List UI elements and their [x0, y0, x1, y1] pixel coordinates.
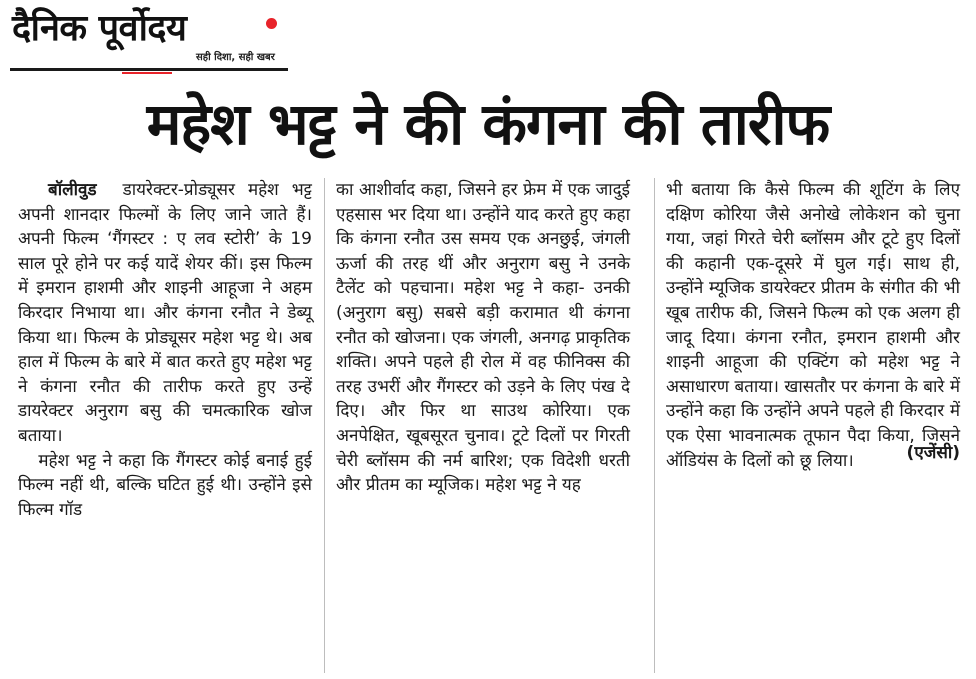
newspaper-logo: दैनिक पूर्वोदय	[12, 8, 187, 49]
masthead-accent-line	[122, 72, 172, 74]
logo-dot-icon	[266, 18, 277, 29]
article-column-3	[666, 178, 960, 473]
article-credit: (एजेंसी)	[906, 442, 960, 463]
article-paragraph-text: डायरेक्टर-प्रोड्यूसर महेश भट्ट अपनी शानदार फिल्मों के लिए जाने जाते हैं। अपनी फिल्म ‘गैंगस्टर : ए लव स्टोरी’ के 19 साल पूरे होने पर कई यादें शेयर कीं। इस फिल्म में इमरान हाशमी और शाइनी आहूजा ने अहम किरदार निभाया था। और कंगना रनौत ने डेब्यू किया था। फिल्म के प्रोड्यूसर महेश भट्ट थे। अब हाल में फिल्म के बारे में बात करते हुए महेश भट्ट ने कंगना रनौत की तारीफ करते हुए उन्हें डायरेक्टर अनुराग बसु की चमत्कारिक खोज बताया।	[18, 180, 312, 446]
article-paragraph: भी बताया कि कैसे फिल्म की शूटिंग के लिए दक्षिण कोरिया जैसे अनोखे लोकेशन को चुना गया, जहां गिरते चेरी ब्लॉसम और टूटे हुए दिलों की कहानी एक-दूसरे में घुल गई। साथ ही, उन्होंने म्यूजिक डायरेक्टर प्रीतम के संगीत की भी खूब तारीफ की, जिसने फिल्म को एक अलग ही जादू दिया। कंगना रनौत, इमरान हाशमी और शाइनी आहूजा की एक्टिंग को महेश भट्ट ने असाधारण बताया। खासतौर पर कंगना के बारे में उन्होंने कहा कि उन्होंने अपने पहले ही किरदार में एक ऐसा भावनात्मक तूफान पैदा किया, जिसने ऑडियंस के दिलों को छू लिया।	[666, 180, 960, 471]
column-divider	[324, 178, 325, 673]
article-dateline: बॉलीवुड	[48, 180, 97, 200]
article-column-1	[18, 178, 312, 522]
article-column-2	[336, 178, 630, 498]
article-paragraph: महेश भट्ट ने कहा कि गैंगस्टर कोई बनाई हुई फिल्म नहीं थी, बल्कि घटित हुई थी। उन्होंने इसे फिल्म गॉड	[18, 450, 312, 520]
article-body	[18, 178, 970, 673]
article-paragraph	[18, 178, 312, 449]
masthead-divider	[10, 68, 288, 71]
column-divider	[654, 178, 655, 673]
newspaper-tagline: सही दिशा, सही खबर	[196, 52, 275, 63]
article-headline: महेश भट्ट ने की कंगना की तारीफ	[146, 90, 830, 158]
article-paragraph: का आशीर्वाद कहा, जिसने हर फ्रेम में एक जादुई एहसास भर दिया था। उन्होंने याद करते हुए कहा कि कंगना रनौत उस समय एक अनछुई, जंगली ऊर्जा की तरह थीं और अनुराग बसु ने उनके टैलेंट को पहचाना। महेश भट्ट ने कहा- उनकी (अनुराग बसु) सबसे बड़ी करामात थी कंगना रनौत को खोजना। एक जंगली, अनगढ़ प्राकृतिक शक्ति। अपने पहले ही रोल में वह फीनिक्स की तरह उभरीं और गैंगस्टर को उड़ने के लिए पंख दे दिए। और फिर था साउथ कोरिया। एक अनपेक्षित, खूबसूरत चुनाव। टूटे दिलों पर गिरती चेरी ब्लॉसम की नर्म बारिश; एक विदेशी धरती और प्रीतम का म्यूजिक। महेश भट्ट ने यह	[336, 180, 630, 496]
masthead	[10, 6, 288, 72]
